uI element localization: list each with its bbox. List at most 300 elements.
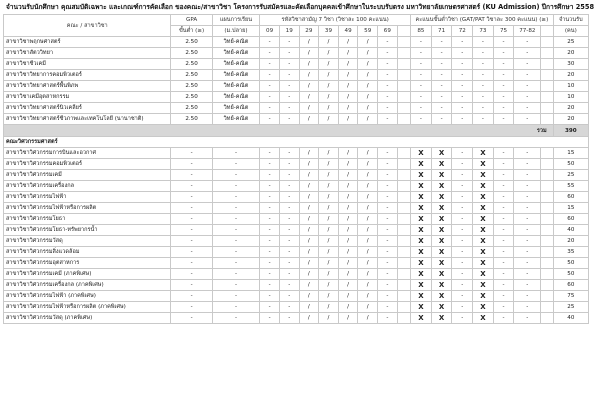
subj-code-cell: 19 (279, 26, 299, 37)
gatpat-cell: X (431, 302, 452, 313)
gatpat-cell: X (431, 148, 452, 159)
subject-cell: / (299, 48, 319, 59)
spacer-cell (397, 236, 410, 247)
subject-cell: - (260, 59, 280, 70)
subject-cell: / (299, 247, 319, 258)
subject-cell: / (319, 103, 339, 114)
table-row (4, 291, 589, 302)
subject-cell: / (358, 148, 378, 159)
spacer-cell (397, 280, 410, 291)
gatpat-cell: - (452, 214, 473, 225)
quota-cell: 75 (553, 291, 588, 302)
gatpat-cell: - (411, 114, 432, 125)
program-name: สาขาวิชาวิศวกรรมเคมี (ภาคพิเศษ) (4, 269, 171, 280)
gat-code-cell: 77-82 (514, 26, 541, 37)
quota-cell: 60 (553, 214, 588, 225)
gatpat-cell: - (473, 92, 494, 103)
quota-cell: 60 (553, 192, 588, 203)
subject-cell: / (319, 114, 339, 125)
plan-cell: วิทย์-คณิต (212, 81, 260, 92)
quota-header: จำนวนรับ (553, 15, 588, 26)
gpa-cell: 2.50 (171, 48, 212, 59)
quota-cell: 20 (553, 236, 588, 247)
gatpat-cell: - (473, 81, 494, 92)
page-title: จำนวนรับนักศึกษา คุณสมบัติเฉพาะ และเกณฑ์การคัดเลือก ของคณะ/สาขาวิชา โครงการรับสมัครและคัดเลือกบุคคลเข้าศึกษาในระบบรับตรง มหาวิทยาลัยเกษตรศาสตร์ (KU Admission) ปีการศึกษา 2558 (5, 3, 595, 11)
gpa-cell: - (171, 280, 212, 291)
subject-cell: / (338, 48, 358, 59)
subject-cell: / (358, 103, 378, 114)
subject-cell: - (260, 258, 280, 269)
plan-header: แผนการเรียน (212, 15, 260, 26)
gatpat-cell: X (431, 269, 452, 280)
program-name: สาขาวิชาวิศวกรรมไฟฟ้า (ภาคพิเศษ) (4, 291, 171, 302)
gatpat-cell: - (514, 302, 541, 313)
subject-cell: - (378, 81, 398, 92)
subject-cell: - (378, 280, 398, 291)
faculty-header: คณะ / สาขาวิชา (4, 15, 171, 37)
subject-cell: - (378, 148, 398, 159)
subject-cell: / (299, 236, 319, 247)
gatpat-cell: - (514, 181, 541, 192)
subject-cell: / (319, 48, 339, 59)
gatpat-cell: - (411, 59, 432, 70)
spacer-cell (541, 214, 553, 225)
gatpat-cell: - (493, 280, 514, 291)
subject-cell: / (299, 313, 319, 324)
plan-cell: - (212, 258, 260, 269)
subject-cell: / (319, 170, 339, 181)
gatpat-cell: - (514, 269, 541, 280)
subject-cell: / (299, 114, 319, 125)
spacer-cell (397, 37, 410, 48)
gpa-cell: - (171, 192, 212, 203)
gatpat-cell: - (514, 214, 541, 225)
gatpat-cell: X (431, 225, 452, 236)
table-row (4, 114, 589, 125)
table-row (4, 258, 589, 269)
subject-cell: - (378, 258, 398, 269)
table-row (4, 247, 589, 258)
subject-cell: - (260, 159, 280, 170)
gatpat-cell: X (473, 269, 494, 280)
gpa-cell: 2.50 (171, 103, 212, 114)
subject-cell: - (260, 114, 280, 125)
subj-code-cell: 39 (319, 26, 339, 37)
gatpat-cell: - (493, 59, 514, 70)
subject-cell: / (319, 269, 339, 280)
subject-cell: / (338, 258, 358, 269)
gatpat-cell: - (493, 181, 514, 192)
subject-cell: / (319, 313, 339, 324)
gatpat-cell: - (452, 302, 473, 313)
subj-code-cell: 09 (260, 26, 280, 37)
gatpat-cell: - (431, 37, 452, 48)
gatpat-cell: X (431, 291, 452, 302)
gatpat-cell: - (514, 236, 541, 247)
subject-cell: / (299, 225, 319, 236)
subject-cell: / (338, 81, 358, 92)
gatpat-cell: - (452, 159, 473, 170)
subj-code-cell: 29 (299, 26, 319, 37)
gat-code-cell: 85 (411, 26, 432, 37)
plan-cell: - (212, 159, 260, 170)
subject-cell: - (260, 48, 280, 59)
table-row (4, 159, 589, 170)
subject-cell: - (260, 81, 280, 92)
gatpat-cell: - (514, 148, 541, 159)
gatpat-cell: - (493, 192, 514, 203)
program-name: สาขาวิชาสัตววิทยา (4, 48, 171, 59)
spacer-cell (541, 37, 553, 48)
gatpat-cell: - (452, 258, 473, 269)
gpa-cell: - (171, 170, 212, 181)
gatpat-cell: - (431, 92, 452, 103)
table-row (4, 70, 589, 81)
gatpat-cell: X (431, 192, 452, 203)
subject-cell: - (260, 37, 280, 48)
gatpat-cell: - (431, 114, 452, 125)
spacer-cell (541, 203, 553, 214)
subject-cell: / (299, 170, 319, 181)
subject-cell: - (378, 214, 398, 225)
gatpat-cell: X (431, 280, 452, 291)
gatpat-cell: - (493, 236, 514, 247)
plan-cell: วิทย์-คณิต (212, 37, 260, 48)
plan-cell: - (212, 181, 260, 192)
gatpat-cell: X (473, 203, 494, 214)
plan-cell: - (212, 192, 260, 203)
subject-cell: - (279, 225, 299, 236)
subject-cell: - (260, 313, 280, 324)
gatpat-header: คะแนนขั้นต่ำวิชา (GAT/PAT วิชาละ 300 คะแนน) (≥) (411, 15, 554, 26)
subject-cell: - (378, 291, 398, 302)
subject-cell: - (378, 159, 398, 170)
gatpat-cell: X (431, 258, 452, 269)
quota-sub: (คน) (553, 26, 588, 37)
spacer-cell (541, 59, 553, 70)
table-row (4, 103, 589, 114)
subject-cell: - (260, 92, 280, 103)
spacer-cell (397, 214, 410, 225)
subject-cell: / (338, 70, 358, 81)
spacer-cell (397, 59, 410, 70)
gatpat-cell: X (473, 302, 494, 313)
plan-cell: - (212, 247, 260, 258)
gatpat-cell: X (411, 148, 432, 159)
subject-cell: / (358, 159, 378, 170)
gatpat-cell: X (431, 313, 452, 324)
table-row (4, 214, 589, 225)
subject-cell: - (260, 225, 280, 236)
table-row (4, 37, 589, 48)
table-row (4, 236, 589, 247)
subject-cell: / (338, 280, 358, 291)
spacer-cell (397, 269, 410, 280)
quota-cell: 25 (553, 37, 588, 48)
subject-cell: - (279, 258, 299, 269)
gatpat-cell: - (514, 313, 541, 324)
spacer-cell (541, 192, 553, 203)
subject-cell: / (358, 280, 378, 291)
gatpat-cell: X (431, 159, 452, 170)
subject-cell: / (358, 302, 378, 313)
gpa-cell: 2.50 (171, 114, 212, 125)
table-row (4, 48, 589, 59)
gatpat-cell: - (411, 92, 432, 103)
subject-cell: / (358, 203, 378, 214)
subject-cell: / (358, 59, 378, 70)
gatpat-cell: - (452, 203, 473, 214)
gatpat-cell: - (493, 203, 514, 214)
subject-cell: / (299, 192, 319, 203)
subject-cell: / (319, 203, 339, 214)
spacer-cell (397, 302, 410, 313)
subject-cell: / (319, 236, 339, 247)
subject-cell: / (319, 214, 339, 225)
gatpat-cell: - (452, 247, 473, 258)
quota-cell: 20 (553, 114, 588, 125)
gatpat-cell: - (514, 81, 541, 92)
subject-cell: - (260, 236, 280, 247)
subject-cell: / (338, 37, 358, 48)
subject-cell: - (279, 280, 299, 291)
spacer-cell (541, 26, 553, 37)
subject-cell: / (338, 148, 358, 159)
gatpat-cell: - (452, 48, 473, 59)
program-name: สาขาวิชาวิศวกรรมไฟฟ้าหรือการผลิต (4, 203, 171, 214)
gatpat-cell: X (473, 148, 494, 159)
gpa-cell: - (171, 269, 212, 280)
plan-cell: - (212, 313, 260, 324)
gatpat-cell: - (514, 103, 541, 114)
subject-cell: - (279, 70, 299, 81)
spacer-cell (541, 269, 553, 280)
gatpat-cell: - (493, 81, 514, 92)
gatpat-cell: X (473, 214, 494, 225)
gatpat-cell: - (431, 81, 452, 92)
gatpat-cell: - (514, 114, 541, 125)
quota-cell: 20 (553, 103, 588, 114)
subject-cell: - (378, 103, 398, 114)
gpa-cell: 2.50 (171, 37, 212, 48)
gatpat-cell: - (514, 258, 541, 269)
subject-cell: - (260, 269, 280, 280)
program-name: สาขาวิชาวิศวกรรมการบินและอวกาศ (4, 148, 171, 159)
quota-cell: 15 (553, 148, 588, 159)
program-name: สาขาวิชาวิศวกรรมเคมี (4, 170, 171, 181)
spacer-cell (397, 114, 410, 125)
gatpat-cell: X (431, 181, 452, 192)
program-name: สาขาวิชาวิศวกรรมสิ่งแวดล้อม (4, 247, 171, 258)
gatpat-cell: - (452, 192, 473, 203)
subject-cell: - (378, 192, 398, 203)
gpa-cell: - (171, 214, 212, 225)
table-row (4, 192, 589, 203)
gatpat-cell: X (431, 236, 452, 247)
gatpat-cell: - (493, 48, 514, 59)
subject-cell: / (338, 236, 358, 247)
gatpat-cell: X (411, 203, 432, 214)
subject-cell: - (378, 48, 398, 59)
gatpat-cell: - (473, 59, 494, 70)
quota-cell: 50 (553, 269, 588, 280)
gatpat-cell: - (452, 181, 473, 192)
subject-cell: / (299, 214, 319, 225)
subject-cell: / (319, 192, 339, 203)
spacer-cell (541, 236, 553, 247)
program-name: สาขาวิชาวิทยาศาสตร์พื้นพิภพ (4, 81, 171, 92)
subject-cell: / (319, 92, 339, 103)
gatpat-cell: - (431, 59, 452, 70)
table-row (4, 280, 589, 291)
spacer-cell (397, 159, 410, 170)
gatpat-cell: - (473, 70, 494, 81)
gatpat-cell: - (473, 48, 494, 59)
total-section (4, 125, 589, 148)
gatpat-cell: X (473, 192, 494, 203)
spacer-cell (397, 247, 410, 258)
program-name: สาขาวิชาวิทยาการคอมพิวเตอร์ (4, 70, 171, 81)
plan-cell: วิทย์-คณิต (212, 114, 260, 125)
spacer-cell (541, 247, 553, 258)
gpa-header: GPA (171, 15, 212, 26)
subject-cell: - (279, 148, 299, 159)
gpa-sub: ขั้นต่ำ (≥) (171, 26, 212, 37)
subject-cell: / (299, 81, 319, 92)
subject-cell: / (319, 181, 339, 192)
subject-cell: - (279, 302, 299, 313)
subject-cell: / (358, 170, 378, 181)
table-row (4, 59, 589, 70)
subject-cell: / (319, 81, 339, 92)
spacer-cell (397, 291, 410, 302)
gatpat-cell: X (431, 214, 452, 225)
quota-cell: 60 (553, 280, 588, 291)
spacer-cell (397, 181, 410, 192)
plan-cell: วิทย์-คณิต (212, 70, 260, 81)
subject-cell: - (378, 269, 398, 280)
quota-cell: 55 (553, 181, 588, 192)
spacer-cell (397, 313, 410, 324)
subj-code-cell: 49 (338, 26, 358, 37)
subject-cell: - (260, 70, 280, 81)
quota-cell: 50 (553, 258, 588, 269)
plan-cell: วิทย์-คณิต (212, 59, 260, 70)
subject-cell: - (279, 37, 299, 48)
subject-cell: / (338, 225, 358, 236)
gatpat-cell: - (493, 148, 514, 159)
gatpat-cell: - (493, 92, 514, 103)
subject-cell: / (299, 37, 319, 48)
gatpat-cell: - (493, 258, 514, 269)
subject-cell: / (358, 181, 378, 192)
engineering-rows (4, 148, 589, 324)
subject-cell: / (358, 48, 378, 59)
subject-cell: / (299, 291, 319, 302)
subject-cell: / (338, 203, 358, 214)
subject-cell: / (338, 181, 358, 192)
spacer-cell (397, 48, 410, 59)
subject-cell: / (358, 214, 378, 225)
subject-cell: / (358, 92, 378, 103)
subject-cell: - (279, 59, 299, 70)
gatpat-cell: - (431, 103, 452, 114)
program-name: สาขาวิชาพฤกษศาสตร์ (4, 37, 171, 48)
spacer-cell (541, 81, 553, 92)
subject-cell: - (279, 203, 299, 214)
table-row (4, 81, 589, 92)
subject-cell: / (338, 92, 358, 103)
subject-cell: / (299, 92, 319, 103)
quota-cell: 10 (553, 81, 588, 92)
subject-cell: / (358, 258, 378, 269)
admission-table (3, 14, 589, 324)
gpa-cell: - (171, 159, 212, 170)
gatpat-cell: - (493, 214, 514, 225)
subject-cell: / (358, 236, 378, 247)
gatpat-cell: X (411, 159, 432, 170)
gatpat-cell: - (493, 302, 514, 313)
program-name: สาขาวิชาวิศวกรรมเครื่องกล (4, 181, 171, 192)
subject-cell: / (319, 280, 339, 291)
program-name: สาขาวิชาวิศวกรรมวัสดุ (ภาคพิเศษ) (4, 313, 171, 324)
gatpat-cell: - (452, 170, 473, 181)
total-label: รวม (4, 125, 554, 137)
gatpat-cell: X (473, 236, 494, 247)
gatpat-cell: - (411, 48, 432, 59)
gatpat-cell: - (493, 70, 514, 81)
gatpat-cell: - (514, 192, 541, 203)
gatpat-cell: - (514, 203, 541, 214)
subject-cell: / (358, 291, 378, 302)
gatpat-cell: - (514, 225, 541, 236)
subject-cell: - (378, 236, 398, 247)
gpa-cell: - (171, 203, 212, 214)
gatpat-cell: X (411, 313, 432, 324)
spacer-cell (541, 70, 553, 81)
subject-cell: - (279, 192, 299, 203)
subject-cell: - (279, 170, 299, 181)
subject-cell: / (319, 247, 339, 258)
subject-cell: - (378, 92, 398, 103)
plan-cell: - (212, 291, 260, 302)
program-name: สาขาวิชาวิศวกรรมอุตสาหการ (4, 258, 171, 269)
gatpat-cell: - (493, 103, 514, 114)
spacer-cell (541, 114, 553, 125)
subject-cell: / (319, 37, 339, 48)
gatpat-cell: X (411, 236, 432, 247)
quota-cell: 50 (553, 159, 588, 170)
program-name: สาขาวิชาวิทยาศาสตร์นิวเคลียร์ (4, 103, 171, 114)
plan-cell: - (212, 225, 260, 236)
subject-cell: / (319, 225, 339, 236)
program-name: สาขาวิชาวิศวกรรมโยธา-ทรัพยากรน้ำ (4, 225, 171, 236)
spacer-cell (541, 181, 553, 192)
spacer-cell (541, 92, 553, 103)
gatpat-cell: X (473, 225, 494, 236)
gatpat-cell: - (411, 103, 432, 114)
total-value: 390 (553, 125, 588, 137)
subject-cell: / (319, 70, 339, 81)
gat-code-cell: 71 (431, 26, 452, 37)
subject-cell: / (299, 159, 319, 170)
quota-cell: 35 (553, 247, 588, 258)
science-rows (4, 37, 589, 125)
gatpat-cell: - (493, 247, 514, 258)
subject-cell: - (279, 92, 299, 103)
gatpat-cell: X (473, 159, 494, 170)
subject-cell: - (378, 114, 398, 125)
